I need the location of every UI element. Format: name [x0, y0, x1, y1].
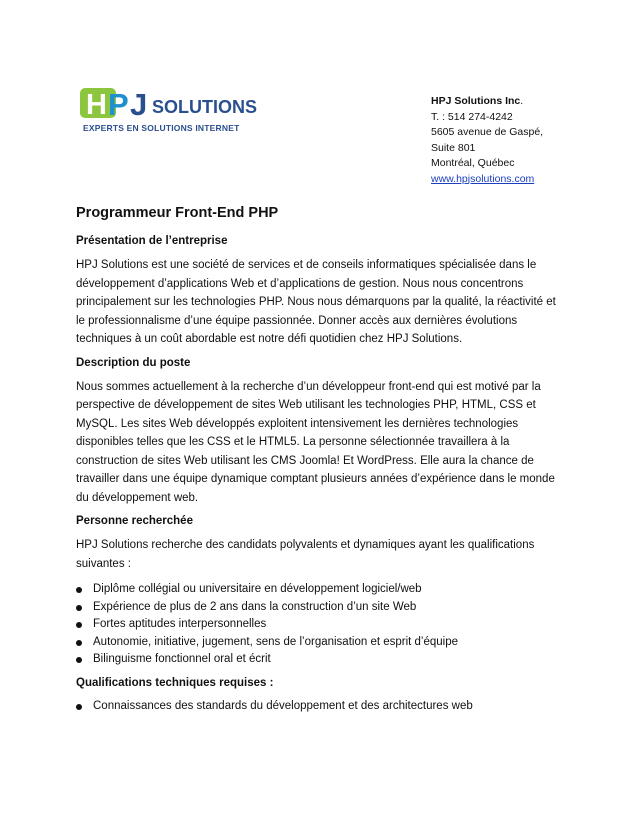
contact-city: Montréal, Québec [431, 157, 515, 169]
profile-heading: Personne recherchée [76, 515, 193, 527]
bullet-icon [76, 587, 82, 593]
list-item: Bilinguisme fonctionnel oral et écrit [76, 651, 566, 669]
logo-tagline: EXPERTS EN SOLUTIONS INTERNET [83, 123, 240, 133]
logo-word: SOLUTIONS [152, 97, 258, 117]
bullet-icon [76, 640, 82, 646]
contact-company: HPJ Solutions Inc. [431, 95, 524, 107]
list-item: Expérience de plus de 2 ans dans la construction d’un site Web [76, 599, 566, 617]
bullet-icon [76, 622, 82, 628]
bullet-icon [76, 704, 82, 710]
company-paragraph: HPJ Solutions est une société de services et de conseils informatiques spécialisée dans le développement d’applications Web et d’applications de gestion. Nous nous concentrons principalement sur les technologies PHP. Nous nous démarquons par la qualité, la réactivité et le professionnalisme d’une équipe passionnée. Donner accès aux dernières évolutions techniques à un coût abordable est notre défi quotidien chez HPJ Solutions. [76, 259, 556, 345]
description-paragraph: Nous sommes actuellement à la recherche d’un développeur front-end qui est motivé par la perspective de développement de sites Web utilisant les technologies PHP, HTML, CSS et MySQL. Les sites Web développés exploitent intensivement les dernières technologies disponibles telles que les CSS et le HTML5. La personne sélectionnée travaillera à la construction de sites Web utilisant les CMS Joomla! Et WordPress. Elle aura la chance de travailler dans une équipe dynamique comptant plusieurs années d’expérience dans le monde du développement web. [76, 380, 555, 504]
contact-phone: T. : 514 274-4242 [431, 110, 513, 123]
list-item: Connaissances des standards du développement et des architectures web [76, 698, 566, 716]
technical-heading: Qualifications techniques requises : [76, 676, 274, 689]
job-posting [76, 205, 566, 723]
profile-list [76, 581, 566, 669]
logo-letter-h: H [86, 89, 107, 121]
job-title: Programmeur Front-End PHP [76, 205, 279, 221]
description-heading: Description du poste [76, 356, 191, 369]
technical-list [76, 698, 566, 716]
logo-letter-j: J [130, 87, 148, 122]
profile-intro: HPJ Solutions recherche des candidats polyvalents et dynamiques ayant les qualifications suivantes : [76, 539, 535, 570]
list-item: Autonomie, initiative, jugement, sens de l’organisation et esprit d’équipe [76, 634, 566, 652]
contact-block [431, 94, 543, 187]
contact-address-line2: Suite 801 [431, 141, 476, 154]
bullet-icon [76, 605, 82, 611]
contact-website-link[interactable]: www.hpjsolutions.com [431, 172, 535, 185]
contact-address-line1: 5605 avenue de Gaspé, [431, 126, 544, 138]
bullet-icon [76, 657, 82, 663]
list-item: Fortes aptitudes interpersonnelles [76, 616, 566, 634]
list-item: Diplôme collégial ou universitaire en développement logiciel/web [76, 581, 566, 599]
company-heading: Présentation de l’entreprise [76, 235, 228, 247]
logo-letter-p: P [108, 87, 129, 122]
